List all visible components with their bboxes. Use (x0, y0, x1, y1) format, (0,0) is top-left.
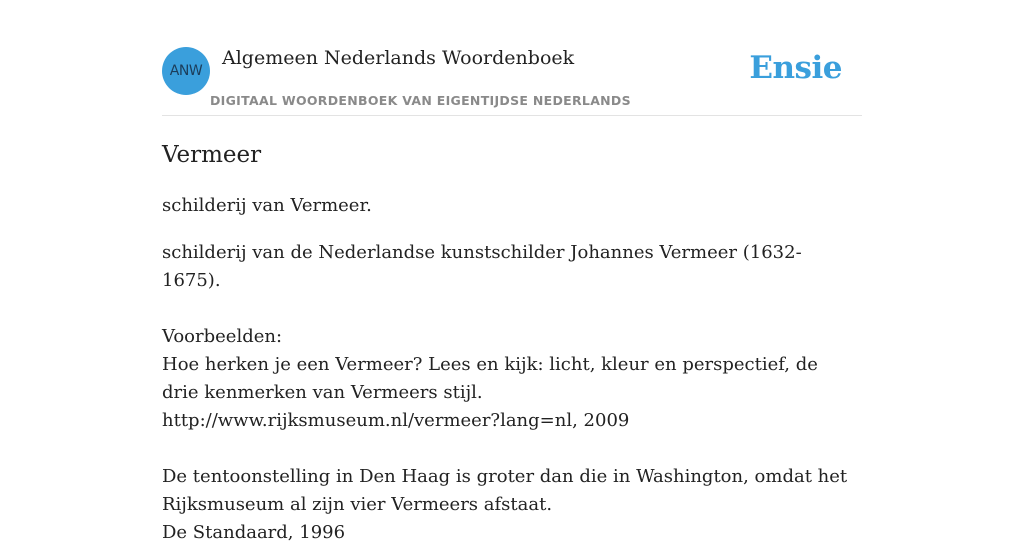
page-container (162, 0, 862, 543)
ensie-brand-link[interactable]: Ensie (749, 50, 842, 86)
example-source: http://www.rijksmuseum.nl/vermeer?lang=nl, 2009 (162, 410, 630, 431)
short-definition: schilderij van Vermeer. (162, 195, 372, 216)
header-divider (162, 115, 862, 116)
anw-logo[interactable] (162, 47, 210, 95)
entry-content (162, 192, 852, 547)
examples-label: Voorbeelden: (162, 326, 283, 347)
example-source: De Standaard, 1996 (162, 522, 346, 543)
site-title[interactable]: Algemeen Nederlands Woordenboek (222, 47, 575, 69)
example-text: Hoe herken je een Vermeer? Lees en kijk: licht, kleur en perspectief, de drie kenmerken van Vermeers stijl. (162, 354, 818, 403)
spacer (162, 295, 852, 323)
logo-text: ANW (169, 63, 203, 79)
full-definition: schilderij van de Nederlandse kunstschilder Johannes Vermeer (1632-1675). (162, 242, 802, 291)
entry-headword: Vermeer (162, 142, 262, 168)
site-subtitle: DIGITAAL WOORDENBOEK VAN EIGENTIJDSE NEDERLANDS (210, 93, 631, 108)
example-text: De tentoonstelling in Den Haag is groter dan die in Washington, omdat het Rijksmuseum al zijn vier Vermeers afstaat. (162, 466, 848, 515)
spacer (162, 435, 852, 463)
